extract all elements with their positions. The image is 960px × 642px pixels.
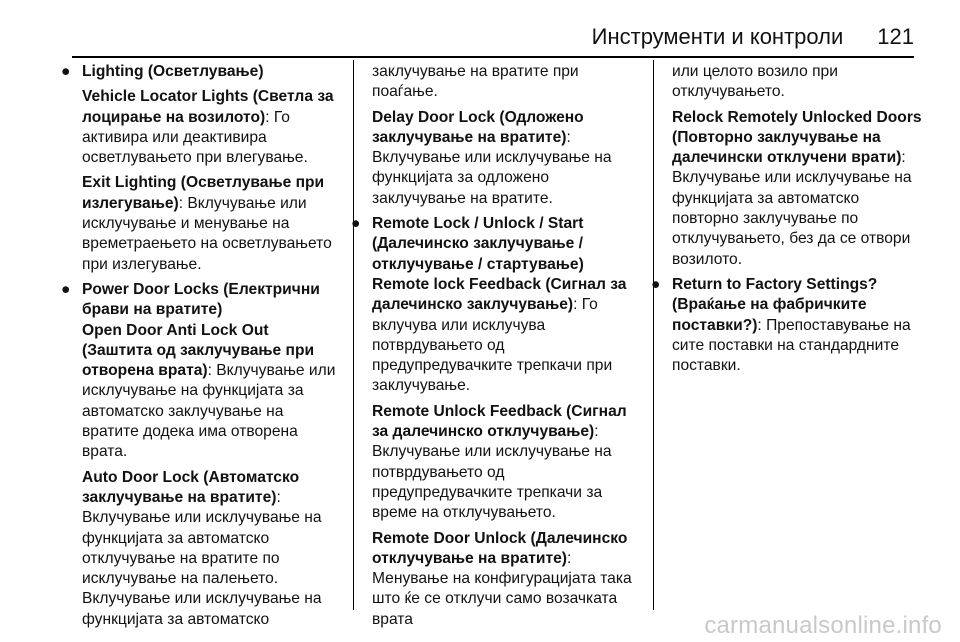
column-divider-left [353,60,354,610]
setting-description: : Менување на конфигурацијата така што ќе се отклучи само возачката врата [372,549,632,628]
setting-description: : Вклучување или исклучување на потврдувањето од предупредувачките трепкачи за време на отклучувањето. [372,423,612,522]
column-3 [651,62,922,376]
setting-title: Remote Unlock Feedback (Сигнал за далечинско отклучување) [372,402,627,441]
bullet-icon: ● [61,280,71,298]
header-divider [72,56,914,58]
setting-description: : Вклучување или исклучување на функцијата за автоматско заклучување на вратите додека има отворена врата. [82,362,336,461]
bullet-power-door-locks [61,280,342,321]
continued-text: или целото возило при отклучувањето. [672,63,838,101]
bullet-title: Lighting (Осветлување) [82,63,264,80]
setting-open-door-anti-lock-out [82,321,342,463]
continued-text: заклучување на вратите при поаѓање. [372,63,579,101]
setting-description: : Го активира или деактивира осветлувањето при влегување. [82,108,308,167]
column-divider-right [653,60,654,610]
column-1 [61,62,342,630]
bullet-title: Remote Lock / Unlock / Start (Далечинско заклучување / отклучување / стартување) [372,215,584,273]
setting-description: : Препоставување на сите поставки на стандардните поставки. [672,316,911,375]
bullet-return-to-factory-settings [651,275,922,376]
setting-delay-door-lock [372,108,640,209]
bullet-icon: ● [651,275,661,293]
setting-relock-remotely-unlocked-doors [672,108,922,270]
setting-title: Relock Remotely Unlocked Doors (Повторно заклучување на далечински отклучени врати) [672,108,922,167]
watermark: carmanualsonline.info [704,612,942,639]
page-header [592,24,914,50]
column-2 [351,62,640,630]
setting-description: : Вклучување или исклучување на функцијата за одложено заклучување на вратите. [372,128,612,207]
page-number: 121 [877,24,914,49]
bullet-icon: ● [351,215,361,233]
bullet-lighting [61,62,342,82]
setting-title: Delay Door Lock (Одложено заклучување на вратите) [372,108,584,146]
setting-title: Exit Lighting (Осветлување при излегување) [82,174,325,212]
bullet-icon: ● [61,63,71,80]
bullet-title: Return to Factory Settings? (Враќање на фабричките поставки?) [672,275,878,334]
bullet-title: Power Door Locks (Електрични брави на вратите) [82,280,320,319]
setting-description: : Вклучување или исклучување на функцијата за автоматско повторно заклучување по отклучувањето, без да се отвори возилото. [672,149,912,268]
page-title: Инструменти и контроли [591,24,844,49]
setting-exit-lighting [82,173,342,274]
setting-remote-unlock-feedback [372,402,640,524]
setting-description: : Вклучување или исклучување на функцијата за автоматско отклучување на вратите по исклучување на палењето. Вклучување или исклучување на функцијата за автоматско [82,488,322,628]
setting-description: : Вклучување или исклучување и менување на времетраењето на осветлувањето при излегување. [82,194,332,273]
setting-remote-lock-feedback [372,275,640,397]
setting-auto-door-lock [82,468,342,630]
setting-vehicle-locator-lights [82,87,342,168]
setting-description: : Го вклучува или исклучува потврдувањето од предупредувачките трепкачи при заклучување. [372,296,613,395]
setting-title: Auto Door Lock (Автоматско заклучување на вратите) [82,468,300,506]
bullet-remote-lock-unlock-start [351,214,640,275]
setting-title: Vehicle Locator Lights (Светла за лоцирање на возилото) [82,88,334,126]
setting-title: Remote lock Feedback (Сигнал за далечинско заклучување) [372,275,627,314]
setting-remote-door-unlock [372,529,640,630]
setting-title: Open Door Anti Lock Out (Заштита од заклучување при отворена врата) [82,321,315,380]
setting-title: Remote Door Unlock (Далечинско отклучување на вратите) [372,529,628,567]
